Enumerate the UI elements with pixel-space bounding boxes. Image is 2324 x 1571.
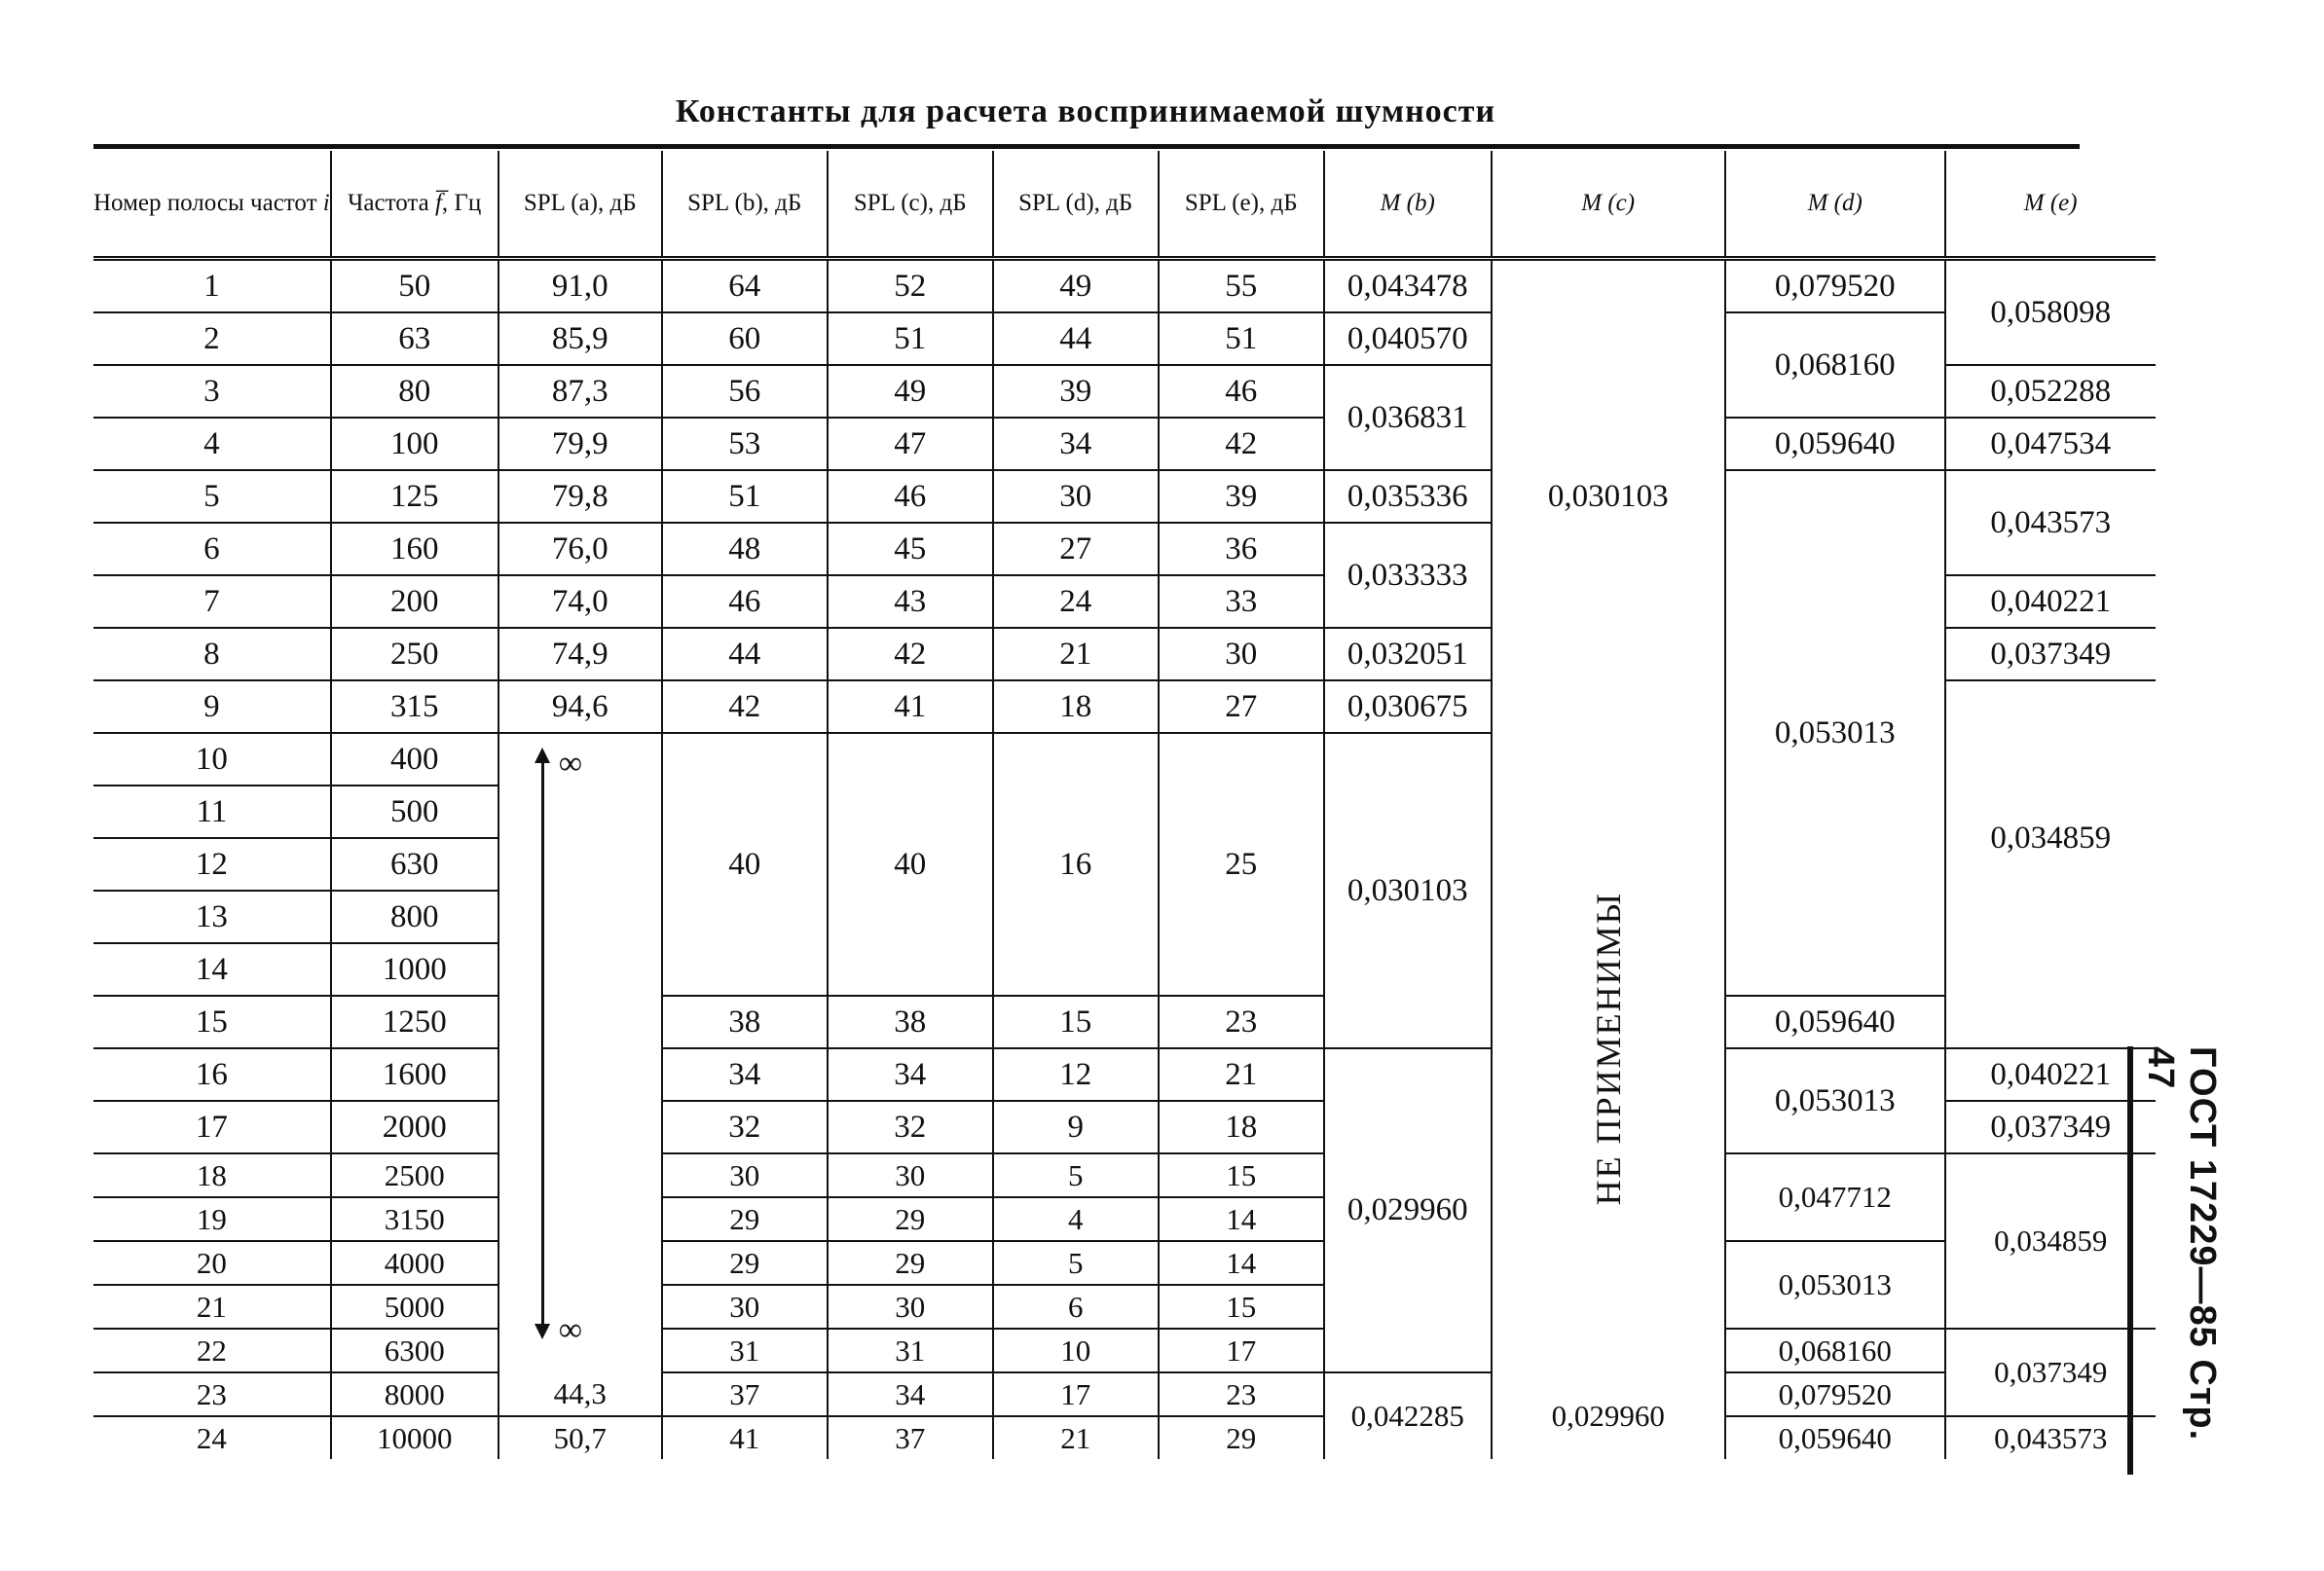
cell-spl-a: 44,3 bbox=[498, 1372, 662, 1416]
cell-m-b-23-24: 0,042285 bbox=[1324, 1372, 1492, 1459]
not-applicable-label: НЕ ПРИМЕНИМЫ bbox=[1588, 891, 1628, 1206]
cell-m-d-18-19: 0,047712 bbox=[1725, 1153, 1945, 1241]
cell-spl-d: 39 bbox=[993, 365, 1159, 418]
cell-band: 10 bbox=[93, 733, 331, 786]
cell-m-c-not-applicable bbox=[1492, 733, 1725, 1372]
cell-spl-c: 51 bbox=[828, 312, 993, 365]
cell-spl-e: 18 bbox=[1159, 1101, 1324, 1153]
cell-freq: 80 bbox=[331, 365, 498, 418]
header-row bbox=[93, 151, 2156, 259]
cell-freq: 10000 bbox=[331, 1416, 498, 1459]
cell-freq: 400 bbox=[331, 733, 498, 786]
cell-band: 21 bbox=[93, 1285, 331, 1329]
cell-spl-d: 15 bbox=[993, 996, 1159, 1048]
page-footer-label bbox=[2127, 1046, 2223, 1475]
cell-band: 18 bbox=[93, 1153, 331, 1197]
cell-m-e-22-23: 0,037349 bbox=[1945, 1329, 2156, 1416]
cell-spl-c: 47 bbox=[828, 418, 993, 470]
table-row bbox=[93, 418, 2156, 470]
cell-m-e: 0,040221 bbox=[1945, 575, 2156, 628]
cell-m-b: 0,035336 bbox=[1324, 470, 1492, 523]
cell-spl-b: 32 bbox=[662, 1101, 828, 1153]
cell-freq: 3150 bbox=[331, 1197, 498, 1241]
cell-spl-b: 38 bbox=[662, 996, 828, 1048]
cell-m-e: 0,043573 bbox=[1945, 1416, 2156, 1459]
cell-spl-d: 49 bbox=[993, 259, 1159, 313]
cell-spl-e: 17 bbox=[1159, 1329, 1324, 1372]
cell-m-b: 0,030675 bbox=[1324, 680, 1492, 733]
cell-spl-b: 29 bbox=[662, 1241, 828, 1285]
cell-spl-c: 45 bbox=[828, 523, 993, 575]
cell-freq: 1000 bbox=[331, 943, 498, 996]
cell-spl-d: 5 bbox=[993, 1153, 1159, 1197]
cell-spl-e: 27 bbox=[1159, 680, 1324, 733]
cell-spl-a: 76,0 bbox=[498, 523, 662, 575]
cell-spl-b: 46 bbox=[662, 575, 828, 628]
cell-band: 15 bbox=[93, 996, 331, 1048]
cell-m-e: 0,037349 bbox=[1945, 628, 2156, 680]
cell-freq: 250 bbox=[331, 628, 498, 680]
cell-spl-c: 34 bbox=[828, 1048, 993, 1101]
cell-freq: 800 bbox=[331, 891, 498, 943]
cell-band: 2 bbox=[93, 312, 331, 365]
cell-spl-e: 36 bbox=[1159, 523, 1324, 575]
header-m-c: M (c) bbox=[1492, 151, 1725, 259]
cell-freq: 6300 bbox=[331, 1329, 498, 1372]
cell-spl-d: 18 bbox=[993, 680, 1159, 733]
cell-m-b-3-4: 0,036831 bbox=[1324, 365, 1492, 470]
cell-spl-a: 79,9 bbox=[498, 418, 662, 470]
table-row bbox=[93, 1048, 2156, 1101]
cell-m-e-18-21: 0,034859 bbox=[1945, 1153, 2156, 1329]
cell-spl-d: 12 bbox=[993, 1048, 1159, 1101]
cell-freq: 2500 bbox=[331, 1153, 498, 1197]
table-row bbox=[93, 470, 2156, 523]
cell-band: 1 bbox=[93, 259, 331, 313]
cell-spl-d: 9 bbox=[993, 1101, 1159, 1153]
cell-spl-d: 30 bbox=[993, 470, 1159, 523]
cell-freq: 63 bbox=[331, 312, 498, 365]
cell-spl-e: 42 bbox=[1159, 418, 1324, 470]
constants-table bbox=[93, 151, 2156, 1459]
cell-spl-b: 42 bbox=[662, 680, 828, 733]
table-row bbox=[93, 1416, 2156, 1459]
header-frequency: Частота f̅, Гц bbox=[331, 151, 498, 259]
cell-band: 16 bbox=[93, 1048, 331, 1101]
cell-spl-e: 29 bbox=[1159, 1416, 1324, 1459]
cell-spl-d: 5 bbox=[993, 1241, 1159, 1285]
cell-m-e-blank bbox=[1945, 996, 2156, 1048]
table-row bbox=[93, 1241, 2156, 1285]
cell-m-d: 0,059640 bbox=[1725, 1416, 1945, 1459]
cell-spl-b: 37 bbox=[662, 1372, 828, 1416]
header-spl-b: SPL (b), дБ bbox=[662, 151, 828, 259]
cell-spl-d: 6 bbox=[993, 1285, 1159, 1329]
cell-m-e: 0,052288 bbox=[1945, 365, 2156, 418]
cell-spl-d: 34 bbox=[993, 418, 1159, 470]
cell-spl-b: 48 bbox=[662, 523, 828, 575]
cell-spl-b: 60 bbox=[662, 312, 828, 365]
cell-spl-b: 31 bbox=[662, 1329, 828, 1372]
cell-freq: 50 bbox=[331, 259, 498, 313]
cell-freq: 630 bbox=[331, 838, 498, 891]
cell-freq: 315 bbox=[331, 680, 498, 733]
cell-band: 8 bbox=[93, 628, 331, 680]
cell-spl-d: 24 bbox=[993, 575, 1159, 628]
infinity-bottom: ∞ bbox=[558, 1312, 582, 1348]
infinity-top: ∞ bbox=[558, 746, 582, 782]
cell-spl-a: 85,9 bbox=[498, 312, 662, 365]
table-title: Константы для расчета воспринимаемой шумности bbox=[675, 93, 1496, 129]
standard-page-label: ГОСТ 17229—85 Стр. 47 bbox=[2140, 1046, 2223, 1442]
header-spl-d: SPL (d), дБ bbox=[993, 151, 1159, 259]
cell-spl-e: 14 bbox=[1159, 1197, 1324, 1241]
table-row bbox=[93, 312, 2156, 365]
cell-spl-b: 53 bbox=[662, 418, 828, 470]
cell-freq: 200 bbox=[331, 575, 498, 628]
cell-m-d-20-21: 0,053013 bbox=[1725, 1241, 1945, 1329]
cell-m-d: 0,068160 bbox=[1725, 1329, 1945, 1372]
cell-spl-a: 50,7 bbox=[498, 1416, 662, 1459]
cell-freq: 1250 bbox=[331, 996, 498, 1048]
cell-m-e-1-2: 0,058098 bbox=[1945, 259, 2156, 366]
table-row bbox=[93, 996, 2156, 1048]
cell-spl-d: 44 bbox=[993, 312, 1159, 365]
cell-band: 7 bbox=[93, 575, 331, 628]
cell-spl-c: 38 bbox=[828, 996, 993, 1048]
cell-spl-c: 43 bbox=[828, 575, 993, 628]
cell-spl-b: 56 bbox=[662, 365, 828, 418]
header-m-e: M (e) bbox=[1945, 151, 2156, 259]
cell-spl-a: 74,0 bbox=[498, 575, 662, 628]
header-m-d: M (d) bbox=[1725, 151, 1945, 259]
cell-spl-e: 15 bbox=[1159, 1153, 1324, 1197]
cell-freq: 500 bbox=[331, 786, 498, 838]
cell-spl-c: 31 bbox=[828, 1329, 993, 1372]
cell-spl-d: 17 bbox=[993, 1372, 1159, 1416]
cell-spl-c: 52 bbox=[828, 259, 993, 313]
cell-spl-c: 37 bbox=[828, 1416, 993, 1459]
cell-band: 5 bbox=[93, 470, 331, 523]
cell-spl-c: 46 bbox=[828, 470, 993, 523]
cell-band: 24 bbox=[196, 1420, 227, 1455]
header-spl-e: SPL (e), дБ bbox=[1159, 151, 1324, 259]
header-m-b: M (b) bbox=[1324, 151, 1492, 259]
cell-band: 12 bbox=[93, 838, 331, 891]
cell-spl-a: 91,0 bbox=[498, 259, 662, 313]
cell-spl-e-10-14: 25 bbox=[1159, 733, 1324, 996]
header-band: Номер полосы частот i bbox=[93, 151, 331, 259]
cell-spl-d: 27 bbox=[993, 523, 1159, 575]
cell-spl-b: 29 bbox=[662, 1197, 828, 1241]
cell-band: 23 bbox=[93, 1372, 331, 1416]
cell-band: 17 bbox=[93, 1101, 331, 1153]
cell-spl-d: 10 bbox=[993, 1329, 1159, 1372]
cell-spl-c: 34 bbox=[828, 1372, 993, 1416]
cell-spl-c: 49 bbox=[828, 365, 993, 418]
cell-spl-e: 23 bbox=[1159, 996, 1324, 1048]
cell-band: 9 bbox=[93, 680, 331, 733]
cell-spl-c: 30 bbox=[828, 1285, 993, 1329]
cell-spl-e: 15 bbox=[1159, 1285, 1324, 1329]
cell-freq: 100 bbox=[331, 418, 498, 470]
side-rule bbox=[2127, 1046, 2133, 1475]
cell-spl-c: 29 bbox=[828, 1241, 993, 1285]
cell-band: 22 bbox=[93, 1329, 331, 1372]
header-spl-a: SPL (a), дБ bbox=[498, 151, 662, 259]
cell-spl-a: 74,9 bbox=[498, 628, 662, 680]
cell-spl-d: 4 bbox=[993, 1197, 1159, 1241]
cell-spl-a: 79,8 bbox=[498, 470, 662, 523]
cell-spl-d: 21 bbox=[993, 628, 1159, 680]
cell-spl-e: 39 bbox=[1159, 470, 1324, 523]
cell-m-d: 0,059640 bbox=[1725, 418, 1945, 470]
cell-m-b-6-7: 0,033333 bbox=[1324, 523, 1492, 628]
cell-band: 19 bbox=[93, 1197, 331, 1241]
cell-m-d: 0,079520 bbox=[1725, 259, 1945, 313]
cell-m-e: 0,047534 bbox=[1945, 418, 2156, 470]
cell-spl-a: 94,6 bbox=[498, 680, 662, 733]
cell-spl-e: 46 bbox=[1159, 365, 1324, 418]
cell-m-d: 0,079520 bbox=[1725, 1372, 1945, 1416]
cell-spl-e: 33 bbox=[1159, 575, 1324, 628]
cell-spl-c-10-14: 40 bbox=[828, 733, 993, 996]
double-arrow-icon bbox=[541, 753, 544, 1334]
cell-spl-b: 34 bbox=[662, 1048, 828, 1101]
cell-m-e: 0,037349 bbox=[1945, 1101, 2156, 1153]
cell-spl-c: 42 bbox=[828, 628, 993, 680]
cell-spl-c: 29 bbox=[828, 1197, 993, 1241]
cell-band: 3 bbox=[93, 365, 331, 418]
spl-a-infinity-range bbox=[498, 733, 662, 1372]
cell-spl-d-10-14: 16 bbox=[993, 733, 1159, 996]
cell-m-b-10-15: 0,030103 bbox=[1324, 733, 1492, 1048]
cell-freq: 125 bbox=[331, 470, 498, 523]
table-row bbox=[93, 1153, 2156, 1197]
cell-freq: 160 bbox=[331, 523, 498, 575]
cell-m-b-16-22: 0,029960 bbox=[1324, 1048, 1492, 1372]
cell-m-e-9-14: 0,034859 bbox=[1945, 680, 2156, 996]
cell-spl-b: 30 bbox=[662, 1153, 828, 1197]
cell-spl-b: 51 bbox=[662, 470, 828, 523]
cell-band: 11 bbox=[93, 786, 331, 838]
cell-spl-e: 55 bbox=[1159, 259, 1324, 313]
cell-freq: 1600 bbox=[331, 1048, 498, 1101]
cell-m-d-16-17: 0,053013 bbox=[1725, 1048, 1945, 1153]
cell-freq: 8000 bbox=[331, 1372, 498, 1416]
cell-spl-a: 87,3 bbox=[498, 365, 662, 418]
cell-freq: 2000 bbox=[331, 1101, 498, 1153]
cell-spl-b: 64 bbox=[662, 259, 828, 313]
cell-spl-e: 30 bbox=[1159, 628, 1324, 680]
cell-spl-d: 21 bbox=[993, 1416, 1159, 1459]
cell-band: 14 bbox=[93, 943, 331, 996]
cell-spl-b: 30 bbox=[662, 1285, 828, 1329]
cell-spl-c: 41 bbox=[828, 680, 993, 733]
cell-m-d-2-3: 0,068160 bbox=[1725, 312, 1945, 418]
cell-m-d-5-14: 0,053013 bbox=[1725, 470, 1945, 996]
cell-m-e-5-6: 0,043573 bbox=[1945, 470, 2156, 575]
table-row bbox=[93, 1329, 2156, 1372]
cell-band: 13 bbox=[93, 891, 331, 943]
cell-m-b: 0,043478 bbox=[1324, 259, 1492, 313]
table-row bbox=[93, 1372, 2156, 1416]
cell-freq: 5000 bbox=[331, 1285, 498, 1329]
cell-spl-b-10-14: 40 bbox=[662, 733, 828, 996]
cell-band: 4 bbox=[93, 418, 331, 470]
cell-spl-c: 30 bbox=[828, 1153, 993, 1197]
cell-spl-b: 44 bbox=[662, 628, 828, 680]
top-rule bbox=[93, 144, 2080, 149]
cell-m-b: 0,040570 bbox=[1324, 312, 1492, 365]
cell-spl-e: 51 bbox=[1159, 312, 1324, 365]
cell-band: 6 bbox=[93, 523, 331, 575]
cell-band: 20 bbox=[93, 1241, 331, 1285]
cell-m-d: 0,059640 bbox=[1725, 996, 1945, 1048]
header-spl-c: SPL (c), дБ bbox=[828, 151, 993, 259]
cell-spl-e: 23 bbox=[1159, 1372, 1324, 1416]
cell-spl-e: 21 bbox=[1159, 1048, 1324, 1101]
cell-spl-e: 14 bbox=[1159, 1241, 1324, 1285]
cell-m-e: 0,040221 bbox=[1945, 1048, 2156, 1101]
cell-spl-c: 32 bbox=[828, 1101, 993, 1153]
table-row bbox=[93, 259, 2156, 313]
cell-freq: 4000 bbox=[331, 1241, 498, 1285]
cell-m-c-23-24: 0,029960 bbox=[1492, 1372, 1725, 1459]
cell-spl-b: 41 bbox=[662, 1416, 828, 1459]
cell-m-c-1-9: 0,030103 bbox=[1492, 259, 1725, 734]
cell-m-b: 0,032051 bbox=[1324, 628, 1492, 680]
